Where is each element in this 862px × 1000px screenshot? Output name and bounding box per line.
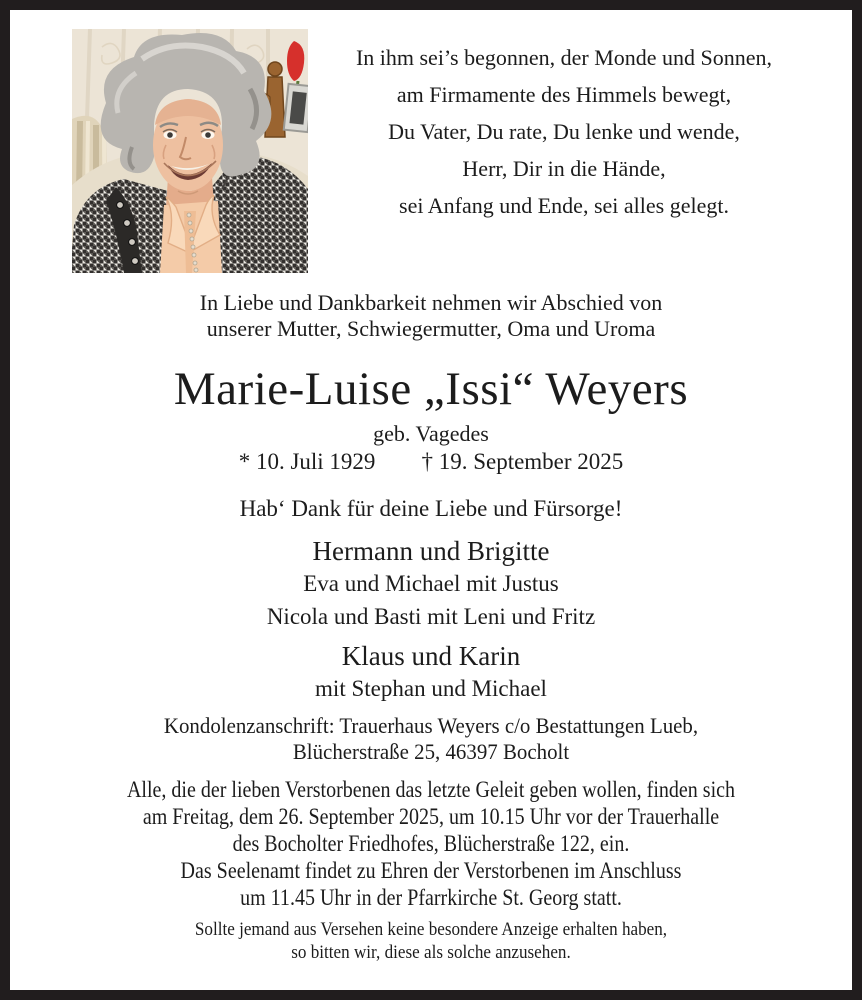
poem-line: Herr, Dir in die Hände, (462, 156, 666, 181)
intro-line: In Liebe und Dankbarkeit nehmen wir Abschied von (199, 290, 663, 315)
birth-date (239, 449, 376, 475)
poem-line: sei Anfang und Ende, sei alles gelegt. (399, 193, 729, 218)
death-date (421, 449, 623, 475)
mourner-line: Hermann und Brigitte (312, 536, 550, 566)
death-date-text: 19. September 2025 (438, 449, 624, 474)
funeral-line: am Freitag, dem 26. September 2025, um 10.15 Uhr vor der Trauerhalle (142, 804, 720, 829)
photo-blouse (160, 195, 222, 273)
thanks-line: Hab‘ Dank für deine Liebe und Fürsorge! (239, 496, 623, 521)
poem-line: Du Vater, Du rate, Du lenke und wende, (388, 119, 740, 144)
intro-line: unserer Mutter, Schwiegermutter, Oma und Uroma (206, 316, 656, 341)
condolence-line: Kondolenzanschrift: Trauerhaus Weyers c/o Bestattungen Lueb, (163, 713, 699, 738)
poem-line: am Firmamente des Himmels bewegt, (396, 82, 732, 107)
birth-star-icon: * (238, 449, 251, 474)
funeral-line: Alle, die der lieben Verstorbenen das letzte Geleit geben wollen, finden sich (126, 777, 736, 802)
farewell-intro (10, 290, 852, 342)
condolence-address (31, 713, 831, 765)
closing-note (52, 918, 810, 964)
birth-date-text: 10. Juli 1929 (255, 449, 376, 474)
mourner-line: mit Stephan und Michael (315, 676, 547, 701)
maiden-name: geb. Vagedes (373, 421, 489, 446)
funeral-line: um 11.45 Uhr in der Pfarrkirche St. Georg statt. (240, 885, 622, 910)
mourner-line: Klaus und Karin (341, 641, 521, 671)
portrait-photo (72, 29, 308, 273)
mourner-line: Nicola und Basti mit Leni und Fritz (266, 604, 596, 629)
memorial-poem (302, 39, 826, 224)
deceased-name: Marie-Luise „Issi“ Weyers (173, 363, 689, 415)
funeral-line: Das Seelenamt findet zu Ehren der Verstorbenen im Anschluss (180, 858, 682, 883)
life-dates (10, 449, 852, 475)
closing-note-line: Sollte jemand aus Versehen keine besondere Anzeige erhalten haben, (194, 919, 668, 940)
funeral-info (65, 776, 798, 911)
condolence-line: Blücherstraße 25, 46397 Bocholt (292, 739, 570, 764)
poem-line: In ihm sei’s begonnen, der Monde und Sonnen, (355, 45, 773, 70)
funeral-line: des Bocholter Friedhofes, Blücherstraße 122, ein. (232, 831, 630, 856)
mourner-line: Eva und Michael mit Justus (303, 571, 559, 596)
portrait-photo-art (72, 29, 308, 273)
closing-note-line: so bitten wir, diese als solche anzusehen. (291, 942, 571, 963)
death-cross-icon: † (421, 449, 433, 474)
